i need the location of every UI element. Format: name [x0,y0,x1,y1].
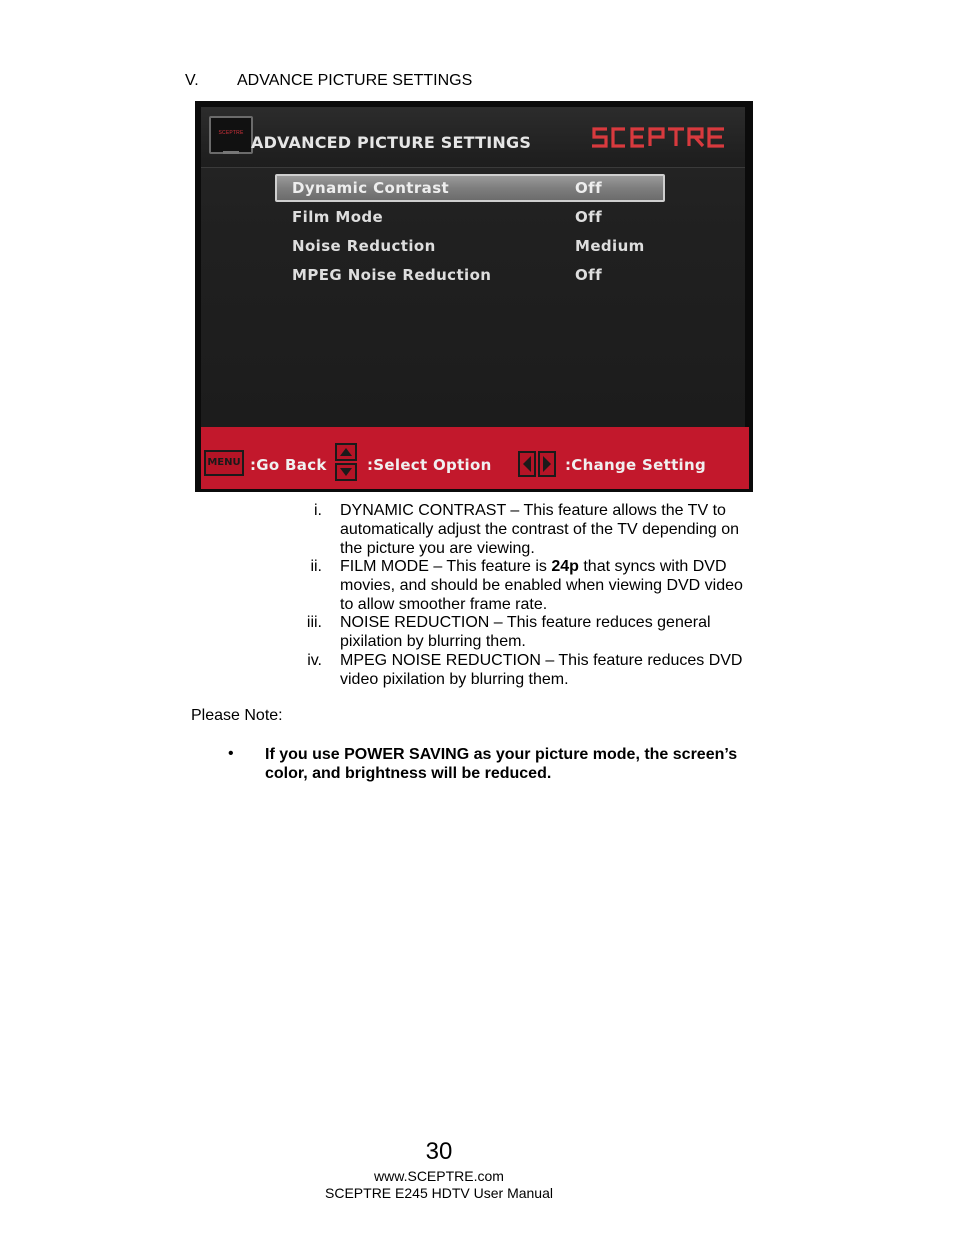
menu-row-dynamic-contrast[interactable] [275,174,665,202]
list-line: NOISE REDUCTION – This feature reduces general [340,614,711,631]
footer-manual-title: SCEPTRE E245 HDTV User Manual [325,1185,553,1201]
menu-row-noise-reduction[interactable] [275,232,665,260]
menu-value: Off [575,266,603,284]
osd-title-bar [201,107,745,168]
list-item-dynamic-contrast [340,502,770,558]
osd-help-bar [201,427,749,489]
change-setting-hint: :Change Setting [565,456,706,474]
note-label: Please Note: [191,707,283,724]
section-title: ADVANCE PICTURE SETTINGS [237,72,473,89]
footer-website: www.SCEPTRE.com [374,1168,504,1184]
go-back-hint: :Go Back [250,456,327,474]
list-line: MPEG NOISE REDUCTION – This feature reduces DVD [340,652,743,669]
list-line: pixilation by blurring them. [340,632,526,650]
menu-key-icon: MENU [204,450,244,476]
text-run: that syncs with DVD [578,558,727,575]
list-line: DYNAMIC CONTRAST – This feature allows the TV to [340,502,726,519]
tv-icon-label: SCEPTRE [218,130,244,136]
text-run: FILM MODE – This feature is [340,558,552,575]
list-line: video pixilation by blurring them. [340,670,569,688]
bullet-icon: • [228,745,234,762]
menu-value: Off [575,208,603,226]
menu-label: MPEG Noise Reduction [292,266,492,284]
menu-value: Off [575,179,603,197]
list-numeral: iii. [306,614,322,631]
note-line: color, and brightness will be reduced. [265,765,552,782]
list-item-noise-reduction [340,614,770,652]
left-right-arrows-icon [518,451,556,477]
list-numeral: ii. [310,558,322,575]
menu-label: Noise Reduction [292,237,436,255]
list-line: automatically adjust the contrast of the TV depending on [340,520,740,538]
up-down-arrows-icon [335,443,357,481]
osd-screenshot [195,101,753,492]
page-number: 30 [425,1138,453,1165]
select-option-hint: :Select Option [367,456,492,474]
menu-label: Dynamic Contrast [292,179,450,197]
menu-row-film-mode[interactable] [275,203,665,231]
section-number: V. [185,72,199,89]
list-line: the picture you are viewing. [340,539,535,557]
list-numeral: iv. [307,652,322,669]
sceptre-logo [591,125,727,151]
menu-label: Film Mode [292,208,384,226]
list-numeral: i. [314,502,322,519]
bold-run: 24p [551,558,579,575]
list-line [340,558,770,577]
section-heading [185,72,472,90]
menu-value: Medium [575,237,645,255]
list-item-mpeg-noise-reduction [340,652,770,690]
menu-row-mpeg-noise-reduction[interactable] [275,261,665,289]
note-bullet-text [265,745,775,783]
list-line: movies, and should be enabled when viewing DVD video [340,576,743,594]
note-line: If you use POWER SAVING as your picture mode, the screen’s [265,746,738,763]
osd-title: ADVANCED PICTURE SETTINGS [251,133,532,152]
tv-icon [209,116,253,154]
list-line: to allow smoother frame rate. [340,595,548,613]
tv-stand [223,151,239,154]
list-item-film-mode [340,558,770,614]
